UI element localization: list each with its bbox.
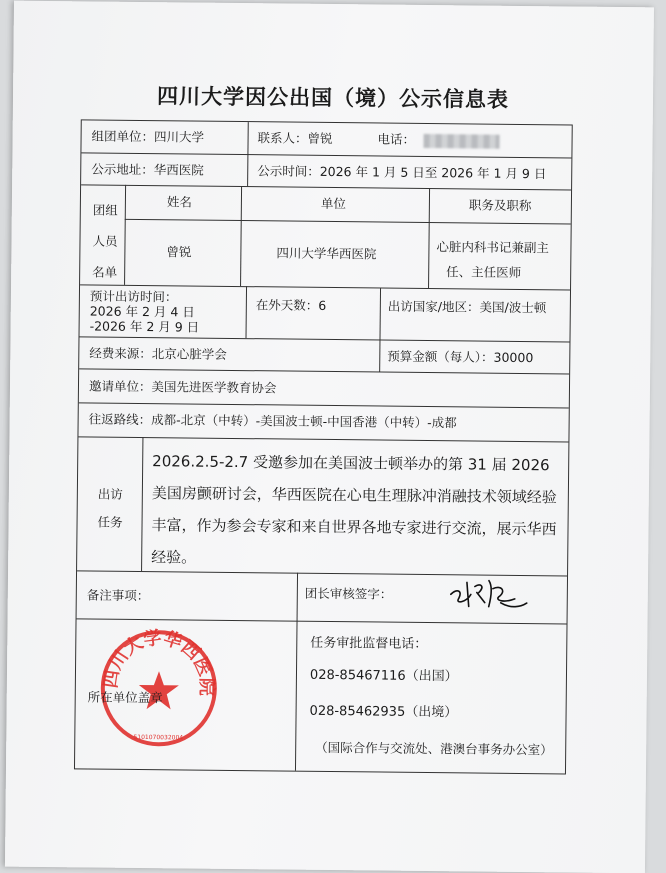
header-name: 姓名 <box>166 194 193 210</box>
col-divider <box>379 287 381 371</box>
publication-period: 公示时间：2026 年 1 月 5 日至 2026 年 1 月 9 日 <box>257 163 547 182</box>
member-position <box>436 234 549 285</box>
phone-field <box>377 130 499 149</box>
member-position-line1: 心脏内科书记兼副主 <box>436 239 550 256</box>
document-title: 四川大学因公出国（境）公示信息表 <box>156 84 510 112</box>
row-divider <box>79 368 569 374</box>
row-divider <box>79 336 569 342</box>
visit-end: -2026 年 2 月 9 日 <box>89 318 200 335</box>
row-divider <box>81 152 571 158</box>
visit-start: 2026 年 2 月 4 日 <box>89 303 195 320</box>
document-page <box>5 1 654 873</box>
leader-signature-label: 团长审核签字： <box>304 585 393 602</box>
seal-number: 5101070032004 <box>133 733 184 742</box>
contact-person: 联系人：曾锐 <box>257 130 333 146</box>
members-side-label-3: 名单 <box>92 264 118 280</box>
header-unit: 单位 <box>320 195 347 212</box>
task-label <box>97 481 123 537</box>
funding-source: 经费来源：北京心脏学会 <box>89 345 227 362</box>
travel-route: 往返路线：成都-北京（中转）-美国波士顿-中国香港（中转）-成都 <box>88 411 457 431</box>
info-form-table <box>74 119 573 774</box>
members-side-label-2: 人员 <box>92 233 118 249</box>
col-divider <box>295 573 298 771</box>
organizing-unit: 组团单位：四川大学 <box>91 128 205 145</box>
task-description: 2026.2.5-2.7 受邀参加在美国波士顿举办的第 31 届 2026 美国房颤研讨会，华西医院在心电生理脉冲消融技术领域经验丰富，作为参会专家和来自世界各地专家进行交流，展示华西经验。 <box>151 452 557 567</box>
publication-address: 公示地址：华西医院 <box>91 161 204 178</box>
task-label-line1: 出访 <box>97 486 123 502</box>
seal-text: 四川大学华西医院 <box>100 627 217 696</box>
phone-label: 电话： <box>377 131 416 147</box>
row-divider <box>79 402 569 408</box>
budget-per-person: 预算金额（每人）：30000 <box>387 348 534 366</box>
col-divider <box>141 437 143 571</box>
header-position: 职务及职称 <box>468 197 532 214</box>
col-divider <box>240 186 242 286</box>
handwritten-signature <box>445 572 531 617</box>
days-abroad: 在外天数：6 <box>255 297 327 313</box>
destination: 出访国家/地区：美国/波士顿 <box>387 298 547 316</box>
members-side-label <box>92 194 118 287</box>
inviting-organization: 邀请单位：美国先进医学教育协会 <box>88 378 277 396</box>
col-divider <box>428 188 430 288</box>
row-divider <box>77 618 567 624</box>
col-divider <box>124 185 126 285</box>
members-side-label-1: 团组 <box>92 202 118 218</box>
phone-redacted <box>423 133 499 148</box>
col-divider <box>245 286 247 338</box>
supervision-office: （国际合作与交流处、港澳台事务办公室） <box>315 739 553 758</box>
supervision-phone-2: 028-85462935（出境） <box>309 703 458 721</box>
remarks-label: 备注事项： <box>86 587 150 604</box>
supervision-phone-1: 028-85467116（出国） <box>309 667 458 685</box>
row-divider <box>125 219 571 225</box>
row-divider <box>81 184 571 190</box>
visit-time <box>90 288 200 334</box>
visit-time-label: 预计出访时间： <box>89 288 178 305</box>
member-position-line2: 任、主任医师 <box>446 264 522 280</box>
member-unit: 四川大学华西医院 <box>276 245 377 262</box>
supervision-label: 任务审批监督电话： <box>310 635 428 653</box>
unit-seal-label: 所在单位盖章 <box>87 689 163 706</box>
task-label-line2: 任务 <box>97 514 123 530</box>
member-name: 曾锐 <box>166 244 192 260</box>
row-divider <box>78 436 568 442</box>
